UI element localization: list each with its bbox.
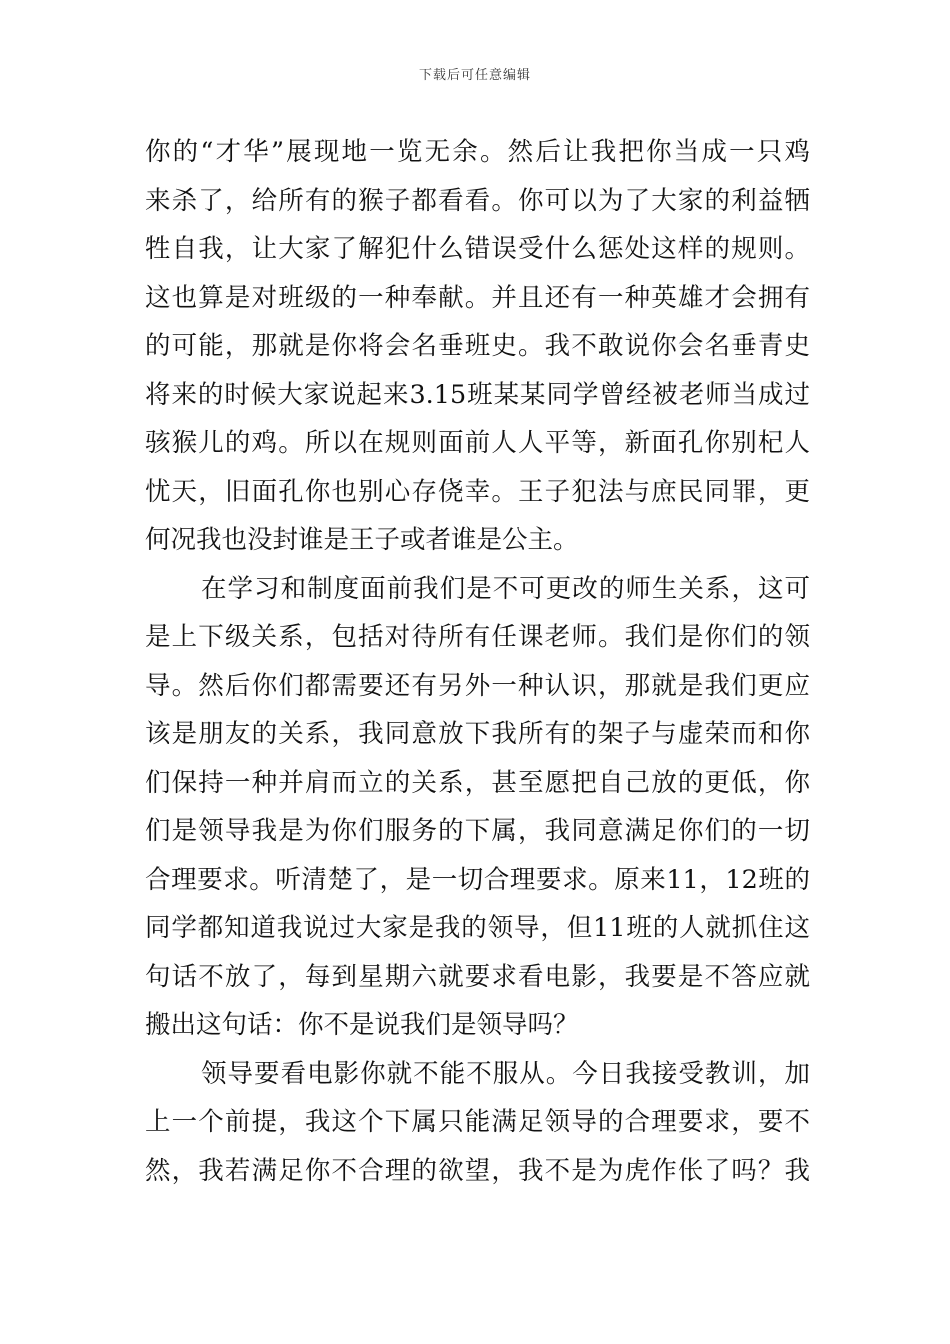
- text-line: 来杀了，给所有的猴子都看看。你可以为了大家的利益牺: [145, 185, 810, 216]
- text-line: 这也算是对班级的一种奉献。并且还有一种英雄才会拥有: [145, 282, 810, 313]
- paragraph-first-line: 领导要看电影你就不能不服从。今日我接受教训，加: [201, 1058, 810, 1089]
- text-line: 该是朋友的关系，我同意放下我所有的架子与虚荣而和你: [145, 719, 810, 749]
- body-text: [145, 128, 810, 1195]
- text-line: 合理要求。听清楚了，是一切合理要求。原来11，12班的: [145, 864, 810, 895]
- text-line: 们是领导我是为你们服务的下属，我同意满足你们的一切: [145, 816, 810, 846]
- text-line: 然，我若满足你不合理的欲望，我不是为虎作伥了吗？我: [145, 1155, 810, 1186]
- page-header: 下载后可任意编辑: [418, 68, 531, 83]
- text-line: 句话不放了，每到星期六就要求看电影，我要是不答应就: [145, 961, 810, 992]
- text-line: 你的“才华”展现地一览无余。然后让我把你当成一只鸡: [145, 137, 810, 167]
- text-line: 牲自我，让大家了解犯什么错误受什么惩处这样的规则。: [145, 234, 810, 264]
- text-line: 导。然后你们都需要还有另外一种认识，那就是我们更应: [145, 670, 810, 701]
- text-line: 上一个前提，我这个下属只能满足领导的合理要求，要不: [145, 1107, 810, 1137]
- text-line: 的可能，那就是你将会名垂班史。我不敢说你会名垂青史: [145, 331, 810, 361]
- text-line: 骇猴儿的鸡。所以在规则面前人人平等，新面孔你别杞人: [145, 428, 810, 458]
- text-line: 同学都知道我说过大家是我的领导，但11班的人就抓住这: [145, 913, 810, 943]
- text-line: 忧天，旧面孔你也别心存侥幸。王子犯法与庶民同罪，更: [145, 476, 810, 507]
- paragraph-first-line: 在学习和制度面前我们是不可更改的师生关系，这可: [201, 573, 810, 604]
- text-line: 搬出这句话：你不是说我们是领导吗？: [145, 1010, 579, 1040]
- text-line: 是上下级关系，包括对待所有任课老师。我们是你们的领: [145, 622, 810, 652]
- text-line: 们保持一种并肩而立的关系，甚至愿把自己放的更低，你: [145, 767, 810, 798]
- text-line: 何况我也没封谁是王子或者谁是公主。: [145, 525, 579, 555]
- text-line: 将来的时候大家说起来3.15班某某同学曾经被老师当成过: [145, 379, 810, 410]
